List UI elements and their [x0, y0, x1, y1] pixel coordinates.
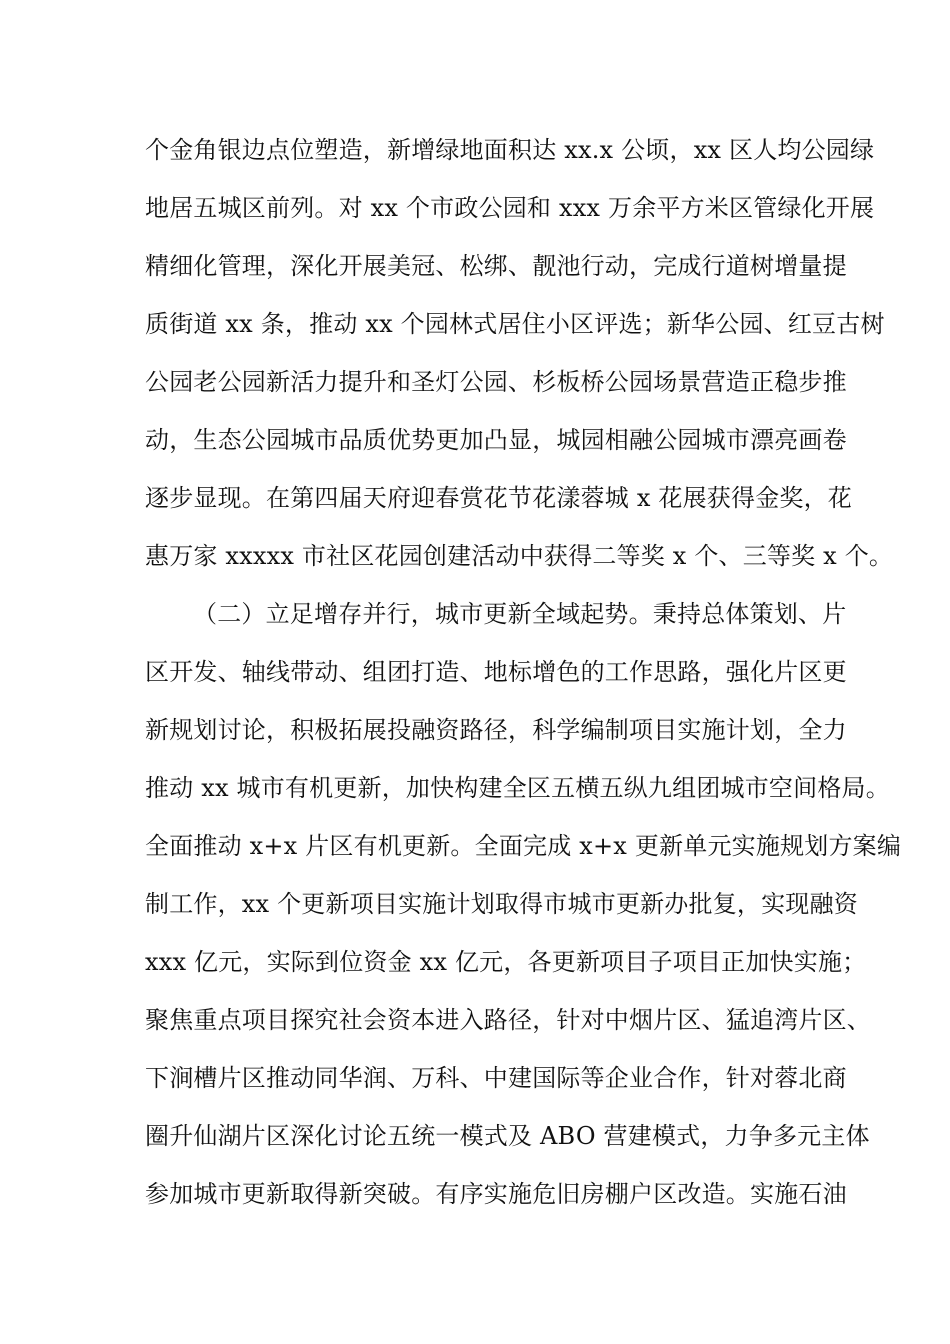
- text-line-5: 公园老公园新活力提升和圣灯公园、杉板桥公园场景营造正稳步推: [145, 368, 847, 396]
- text-line-11: 新规划讨论，积极拓展投融资路径，科学编制项目实施计划，全力: [145, 716, 847, 744]
- text-line-6: 动，生态公园城市品质优势更加凸显，城园相融公园城市漂亮画卷: [145, 426, 847, 454]
- text-line-3: 精细化管理，深化开展美冠、松绑、靓池行动，完成行道树增量提: [145, 252, 847, 280]
- text-line-16: 聚焦重点项目探究社会资本进入路径，针对中烟片区、猛追湾片区、: [145, 1006, 871, 1034]
- text-line-12: 推动 xx 城市有机更新，加快构建全区五横五纵九组团城市空间格局。: [145, 774, 890, 802]
- text-line-2: 地居五城区前列。对 xx 个市政公园和 xxx 万余平方米区管绿化开展: [145, 194, 875, 222]
- text-line-19: 参加城市更新取得新突破。有序实施危旧房棚户区改造。实施石油: [145, 1180, 847, 1208]
- text-line-14: 制工作，xx 个更新项目实施计划取得市城市更新办批复，实现融资: [145, 890, 858, 918]
- text-line-4: 质街道 xx 条，推动 xx 个园林式居住小区评选；新华公园、红豆古树: [145, 310, 885, 338]
- text-line-13: 全面推动 x+x 片区有机更新。全面完成 x+x 更新单元实施规划方案编: [145, 832, 902, 860]
- text-line-18: 圈升仙湖片区深化讨论五统一模式及 ABO 营建模式，力争多元主体: [145, 1122, 870, 1150]
- text-line-17: 下涧槽片区推动同华润、万科、中建国际等企业合作，针对蓉北商: [145, 1064, 847, 1092]
- text-line-7: 逐步显现。在第四届天府迎春赏花节花漾蓉城 x 花展获得金奖，花: [145, 484, 852, 512]
- text-line-10: 区开发、轴线带动、组团打造、地标增色的工作思路，强化片区更: [145, 658, 847, 686]
- text-line-15: xxx 亿元，实际到位资金 xx 亿元，各更新项目子项目正加快实施；: [145, 948, 867, 976]
- text-line-8: 惠万家 xxxxx 市社区花园创建活动中获得二等奖 x 个、三等奖 x 个。: [145, 542, 894, 570]
- section-heading-line: （二）立足增存并行，城市更新全域起势。秉持总体策划、片: [193, 600, 847, 628]
- text-line-1: 个金角银边点位塑造，新增绿地面积达 xx.x 公顷，xx 区人均公园绿: [145, 136, 875, 164]
